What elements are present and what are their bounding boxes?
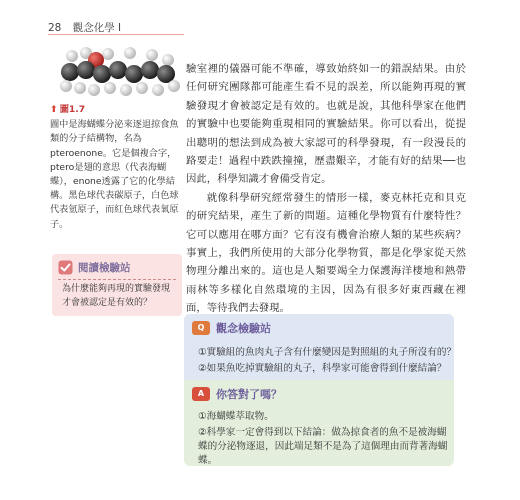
figure-caption <box>50 103 180 232</box>
reading-check-title: 閱讀檢驗站 <box>78 262 131 274</box>
answers-title: 你答對了嗎？ <box>216 388 282 401</box>
answer-item-2: ②科學家一定會得到以下結論：做為掠食者的魚不是被海蝴蝶的分泌物逐退，因此端足類不是為了這個理由而背著海蝴蝶。 <box>198 427 448 466</box>
book-title: 觀念化學 I <box>72 22 122 34</box>
concept-question-2: ②如果魚吃掉實驗組的丸子，科學家可能會得到什麼結論？ <box>198 363 447 374</box>
check-icon <box>58 260 73 275</box>
question-badge-icon: Q <box>192 321 210 335</box>
arrow-up-icon: ⬆ <box>50 104 58 115</box>
body-paragraph-2: 就像科學研究經常發生的情形一樣，麥克林托克和貝克的研究結果，產生了新的問題。這種化學物質有什麼特性？它可以應用在哪方面？它有沒有機會治療人類的某些疾病？事實上，我們所使用的大部分化學物質，都是化學家從天然物理分離出來的。這也是人類要竭全力保護海洋棲地和熱帶雨林等多樣化自然環境的主因，因為有很多好東西藏在裡面，等待我們去發現。 <box>186 191 466 315</box>
reading-check-box <box>52 254 182 316</box>
divider <box>58 279 176 280</box>
figure-caption-text: 圖中是海蝴蝶分泌來逐退掠食魚類的分子結構物，名為pteroenone。它是個複合字，ptero是翅的意思（代表海蝴蝶），enone透露了它的化學結構。黑色球代表碳原子，白色球代表氫原子，而紅色球代表氧原子。 <box>50 119 179 230</box>
molecule-illustration <box>58 46 182 100</box>
concept-check-box <box>184 314 457 380</box>
reading-check-question: 為什麼能夠再現的實驗發現才會被認定是有效的？ <box>62 284 171 308</box>
answers-box <box>184 380 454 466</box>
header-rule <box>48 34 184 35</box>
concept-check-title: 觀念檢驗站 <box>216 322 271 335</box>
answer-badge-icon: A <box>192 387 210 401</box>
page-number: 28 <box>48 22 62 34</box>
page-header <box>48 20 121 35</box>
body-paragraph-1: 驗室裡的儀器可能不準確，導致始終如一的錯誤結果。由於任何研究團隊都可能產生看不見的誤差，所以能夠再現的實驗發現才會被認定是有效的。也就是說，其他科學家在他們的實驗中也要能夠重現相同的實驗結果。你可以看出，從提出聰明的想法到成為被大家認可的科學發現，有一段漫長的路要走！過程中跌跌撞撞，歷盡艱辛，才能有好的結果──也因此，科學知識才會備受肯定。 <box>186 63 466 186</box>
figure-label: ⬆ 圖1.7 <box>50 104 86 115</box>
answer-item-1: ①海蝴蝶萃取物。 <box>198 411 274 422</box>
concept-question-1: ①實驗組的魚肉丸子含有什麼變因是對照組的丸子所沒有的？ <box>198 347 457 358</box>
main-body-text <box>186 60 466 318</box>
